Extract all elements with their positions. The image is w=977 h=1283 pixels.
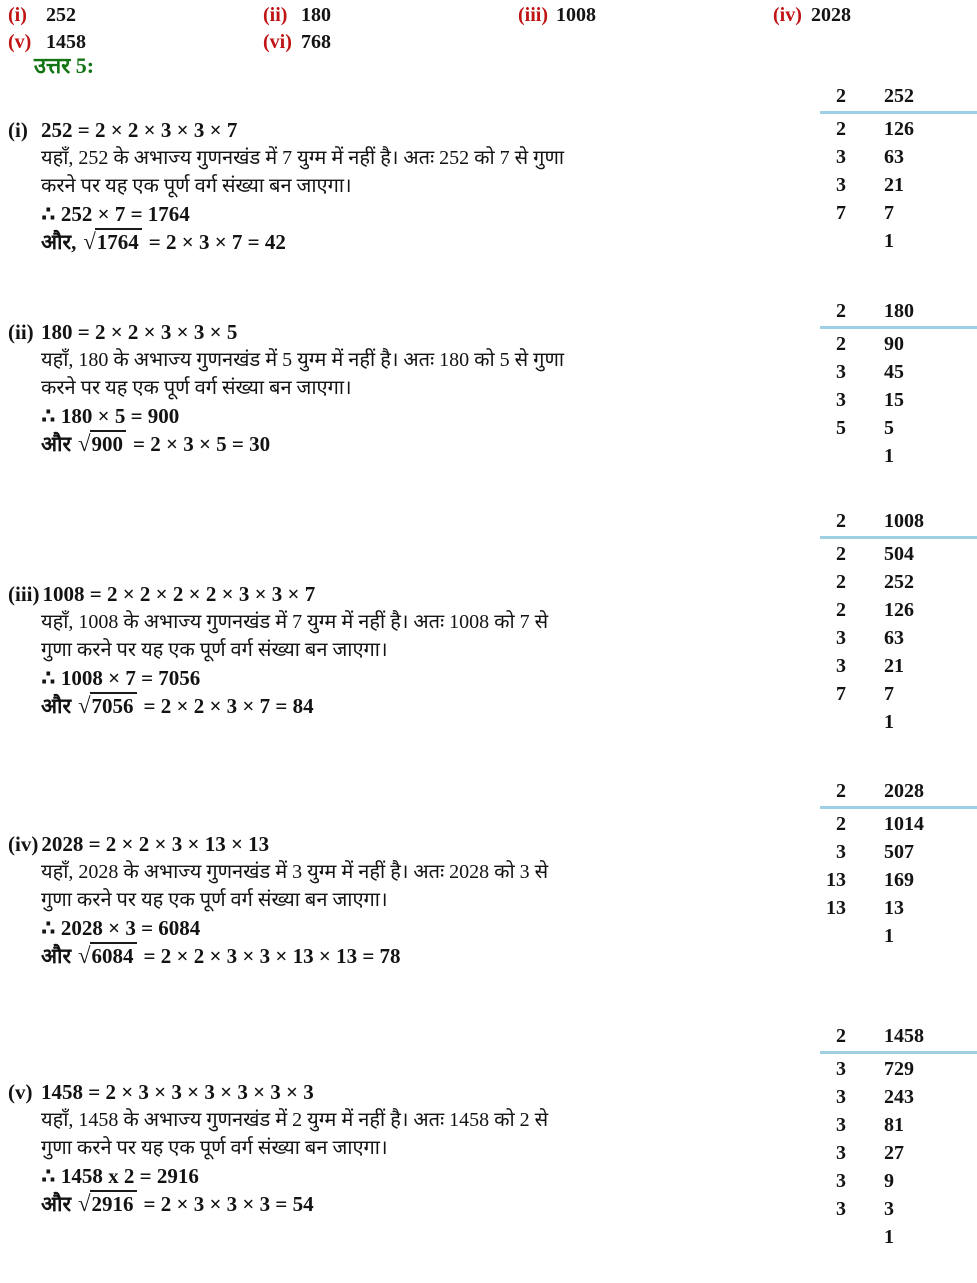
factorization-equation: 1458 = 2 × 3 × 3 × 3 × 3 × 3 × 3 <box>41 1080 314 1104</box>
table-row <box>820 810 977 838</box>
divisor-cell: 2 <box>836 118 846 140</box>
factorization-equation: 2028 = 2 × 2 × 3 × 13 × 13 <box>41 832 270 856</box>
explanation-line-1: यहाँ, 180 के अभाज्य गुणनखंड में 5 युग्म में नहीं है। अतः 180 को 5 से गुणा <box>41 349 565 371</box>
root-result: = 2 × 3 × 5 = 30 <box>133 432 271 456</box>
divisor-cell: 2 <box>836 571 846 593</box>
solution-section-v <box>8 1078 768 1218</box>
table-row <box>820 143 977 171</box>
dividend-cell: 180 <box>884 300 914 322</box>
divisor-cell: 5 <box>836 417 846 439</box>
dividend-cell: 63 <box>884 627 904 649</box>
question-item <box>263 29 518 56</box>
question-value: 252 <box>46 4 76 26</box>
therefore-line: ∴ 1458 x 2 = 2916 <box>41 1164 199 1188</box>
explanation-line-2: गुणा करने पर यह एक पूर्ण वर्ग संख्या बन जाएगा। <box>41 639 388 661</box>
root-result: = 2 × 2 × 3 × 3 × 13 × 13 = 78 <box>143 944 401 968</box>
section-label: (ii) <box>8 320 34 344</box>
question-row-1 <box>8 2 973 29</box>
solution-section-ii <box>8 318 768 458</box>
dividend-cell: 1 <box>884 230 894 252</box>
divisor-cell: 3 <box>836 1086 846 1108</box>
table-row <box>820 1111 977 1139</box>
sqrt-radical <box>83 230 141 254</box>
radicand: 900 <box>90 430 127 456</box>
explanation-line-2: गुणा करने पर यह एक पूर्ण वर्ग संख्या बन जाएगा। <box>41 1137 388 1159</box>
dividend-cell: 9 <box>884 1170 894 1192</box>
table-row <box>820 171 977 199</box>
table-row <box>820 1195 977 1223</box>
root-line <box>8 228 768 256</box>
dividend-cell: 27 <box>884 1142 904 1164</box>
table-row <box>820 838 977 866</box>
question-number-label: (i) <box>8 4 27 26</box>
dividend-cell: 2028 <box>884 780 924 802</box>
divisor-cell: 3 <box>836 146 846 168</box>
dividend-cell: 504 <box>884 543 914 565</box>
explanation-line-1: यहाँ, 252 के अभाज्य गुणनखंड में 7 युग्म में नहीं है। अतः 252 को 7 से गुणा <box>41 147 565 169</box>
question-value: 2028 <box>811 4 851 26</box>
table-row <box>820 227 977 255</box>
divisor-cell: 7 <box>836 202 846 224</box>
question-number-label: (iv) <box>773 4 802 26</box>
divisor-cell: 3 <box>836 389 846 411</box>
dividend-cell: 252 <box>884 85 914 107</box>
root-line <box>8 942 768 970</box>
root-line <box>8 1190 768 1218</box>
table-row <box>820 568 977 596</box>
divisor-cell: 2 <box>836 543 846 565</box>
table-row <box>820 540 977 568</box>
root-line <box>8 430 768 458</box>
therefore-line: ∴ 180 × 5 = 900 <box>41 404 180 428</box>
dividend-cell: 15 <box>884 389 904 411</box>
dividend-cell: 1008 <box>884 510 924 532</box>
dividend-cell: 63 <box>884 146 904 168</box>
divisor-cell: 2 <box>836 300 846 322</box>
explanation-line-2: गुणा करने पर यह एक पूर्ण वर्ग संख्या बन जाएगा। <box>41 889 388 911</box>
equation-line <box>8 1078 768 1106</box>
radicand: 1764 <box>95 228 142 254</box>
dividend-cell: 243 <box>884 1086 914 1108</box>
divisor-cell: 2 <box>836 813 846 835</box>
table-row <box>820 1055 977 1083</box>
table-row <box>820 1083 977 1111</box>
explanation-line-1: यहाँ, 2028 के अभाज्य गुणनखंड में 3 युग्म में नहीं है। अतः 2028 को 3 से <box>41 861 549 883</box>
root-line <box>8 692 768 720</box>
root-prefix: और <box>41 432 72 456</box>
table-row <box>820 624 977 652</box>
question-number-label: (ii) <box>263 4 288 26</box>
radicand: 7056 <box>90 692 137 718</box>
dividend-cell: 81 <box>884 1114 904 1136</box>
table-row <box>820 894 977 922</box>
question-item <box>773 2 977 29</box>
divisor-cell: 2 <box>836 1025 846 1047</box>
divisor-cell: 2 <box>836 85 846 107</box>
divisor-cell: 13 <box>826 897 846 919</box>
root-prefix: और <box>41 1192 72 1216</box>
dividend-cell: 1 <box>884 711 894 733</box>
factorization-equation: 180 = 2 × 2 × 3 × 3 × 5 <box>41 320 238 344</box>
table-row <box>820 596 977 624</box>
divisor-cell: 2 <box>836 510 846 532</box>
question-row-2 <box>8 29 973 56</box>
table-row <box>820 680 977 708</box>
solution-section-i <box>8 116 768 256</box>
divisor-cell: 3 <box>836 627 846 649</box>
root-prefix: और, <box>41 230 77 254</box>
radical-sign-icon: √ <box>78 943 91 968</box>
table-row <box>820 866 977 894</box>
equation-line <box>8 318 768 346</box>
dividend-cell: 1 <box>884 1226 894 1248</box>
section-label: (v) <box>8 1080 33 1104</box>
question-value: 1458 <box>46 31 86 53</box>
sqrt-radical <box>78 432 126 456</box>
therefore-line: ∴ 1008 × 7 = 7056 <box>41 666 201 690</box>
question-item <box>518 2 773 29</box>
table-row <box>820 115 977 143</box>
dividend-cell: 21 <box>884 174 904 196</box>
table-row <box>820 1223 977 1251</box>
radical-sign-icon: √ <box>78 431 91 456</box>
divisor-cell: 3 <box>836 1142 846 1164</box>
dividend-cell: 729 <box>884 1058 914 1080</box>
root-result: = 2 × 3 × 7 = 42 <box>148 230 286 254</box>
section-label: (iv) <box>8 832 39 856</box>
table-row <box>820 299 977 329</box>
root-result: = 2 × 3 × 3 × 3 = 54 <box>143 1192 314 1216</box>
explanation-line-2: करने पर यह एक पूर्ण वर्ग संख्या बन जाएगा। <box>41 175 352 197</box>
table-row <box>820 652 977 680</box>
question-list <box>8 2 973 56</box>
sqrt-radical <box>78 1192 136 1216</box>
equation-line <box>8 830 768 858</box>
prime-factor-ladder-iii <box>820 509 977 736</box>
divisor-cell: 3 <box>836 841 846 863</box>
table-row <box>820 199 977 227</box>
radicand: 2916 <box>90 1190 137 1216</box>
table-row <box>820 386 977 414</box>
divisor-cell: 3 <box>836 1114 846 1136</box>
explanation-line-1: यहाँ, 1458 के अभाज्य गुणनखंड में 2 युग्म में नहीं है। अतः 1458 को 2 से <box>41 1109 549 1131</box>
prime-factor-ladder-ii <box>820 299 977 470</box>
table-row <box>820 1139 977 1167</box>
divisor-cell: 3 <box>836 361 846 383</box>
divisor-cell: 13 <box>826 869 846 891</box>
explanation-line-2: करने पर यह एक पूर्ण वर्ग संख्या बन जाएगा। <box>41 377 352 399</box>
answer-heading: उत्तर 5: <box>34 53 95 78</box>
dividend-cell: 1 <box>884 445 894 467</box>
dividend-cell: 1 <box>884 925 894 947</box>
root-result: = 2 × 2 × 3 × 7 = 84 <box>143 694 314 718</box>
question-number-label: (iii) <box>518 4 548 26</box>
question-item <box>263 2 518 29</box>
dividend-cell: 21 <box>884 655 904 677</box>
question-number-label: (vi) <box>263 31 292 53</box>
radical-sign-icon: √ <box>83 229 96 254</box>
section-label: (iii) <box>8 582 40 606</box>
table-row <box>820 414 977 442</box>
dividend-cell: 126 <box>884 118 914 140</box>
dividend-cell: 7 <box>884 202 894 224</box>
factorization-equation: 1008 = 2 × 2 × 2 × 2 × 3 × 3 × 7 <box>42 582 316 606</box>
explanation-line-1: यहाँ, 1008 के अभाज्य गुणनखंड में 7 युग्म में नहीं है। अतः 1008 को 7 से <box>41 611 549 633</box>
divisor-cell: 2 <box>836 780 846 802</box>
equation-line <box>8 580 768 608</box>
table-row <box>820 779 977 809</box>
table-row <box>820 330 977 358</box>
factorization-equation: 252 = 2 × 2 × 3 × 3 × 7 <box>41 118 238 142</box>
divisor-cell: 3 <box>836 1198 846 1220</box>
root-prefix: और <box>41 944 72 968</box>
table-row <box>820 708 977 736</box>
dividend-cell: 13 <box>884 897 904 919</box>
table-row <box>820 1024 977 1054</box>
solution-section-iii <box>8 580 768 720</box>
table-row <box>820 1167 977 1195</box>
prime-factor-ladder-iv <box>820 779 977 950</box>
root-prefix: और <box>41 694 72 718</box>
dividend-cell: 45 <box>884 361 904 383</box>
dividend-cell: 126 <box>884 599 914 621</box>
section-label: (i) <box>8 118 28 142</box>
question-value: 180 <box>301 4 331 26</box>
radicand: 6084 <box>90 942 137 968</box>
radical-sign-icon: √ <box>78 693 91 718</box>
divisor-cell: 3 <box>836 1058 846 1080</box>
prime-factor-ladder-i <box>820 84 977 255</box>
sqrt-radical <box>78 694 136 718</box>
equation-line <box>8 116 768 144</box>
table-row <box>820 442 977 470</box>
table-row <box>820 509 977 539</box>
table-row <box>820 358 977 386</box>
therefore-line: ∴ 252 × 7 = 1764 <box>41 202 190 226</box>
radical-sign-icon: √ <box>78 1191 91 1216</box>
divisor-cell: 3 <box>836 655 846 677</box>
dividend-cell: 1014 <box>884 813 924 835</box>
divisor-cell: 3 <box>836 174 846 196</box>
dividend-cell: 7 <box>884 683 894 705</box>
table-row <box>820 84 977 114</box>
dividend-cell: 252 <box>884 571 914 593</box>
dividend-cell: 507 <box>884 841 914 863</box>
prime-factor-ladder-v <box>820 1024 977 1251</box>
dividend-cell: 169 <box>884 869 914 891</box>
divisor-cell: 7 <box>836 683 846 705</box>
table-row <box>820 922 977 950</box>
dividend-cell: 1458 <box>884 1025 924 1047</box>
question-value: 1008 <box>556 4 596 26</box>
dividend-cell: 90 <box>884 333 904 355</box>
dividend-cell: 5 <box>884 417 894 439</box>
solution-section-iv <box>8 830 768 970</box>
question-value: 768 <box>301 31 331 53</box>
divisor-cell: 3 <box>836 1170 846 1192</box>
question-item <box>8 2 263 29</box>
question-number-label: (v) <box>8 31 32 53</box>
sqrt-radical <box>78 944 136 968</box>
divisor-cell: 2 <box>836 333 846 355</box>
divisor-cell: 2 <box>836 599 846 621</box>
therefore-line: ∴ 2028 × 3 = 6084 <box>41 916 201 940</box>
dividend-cell: 3 <box>884 1198 894 1220</box>
